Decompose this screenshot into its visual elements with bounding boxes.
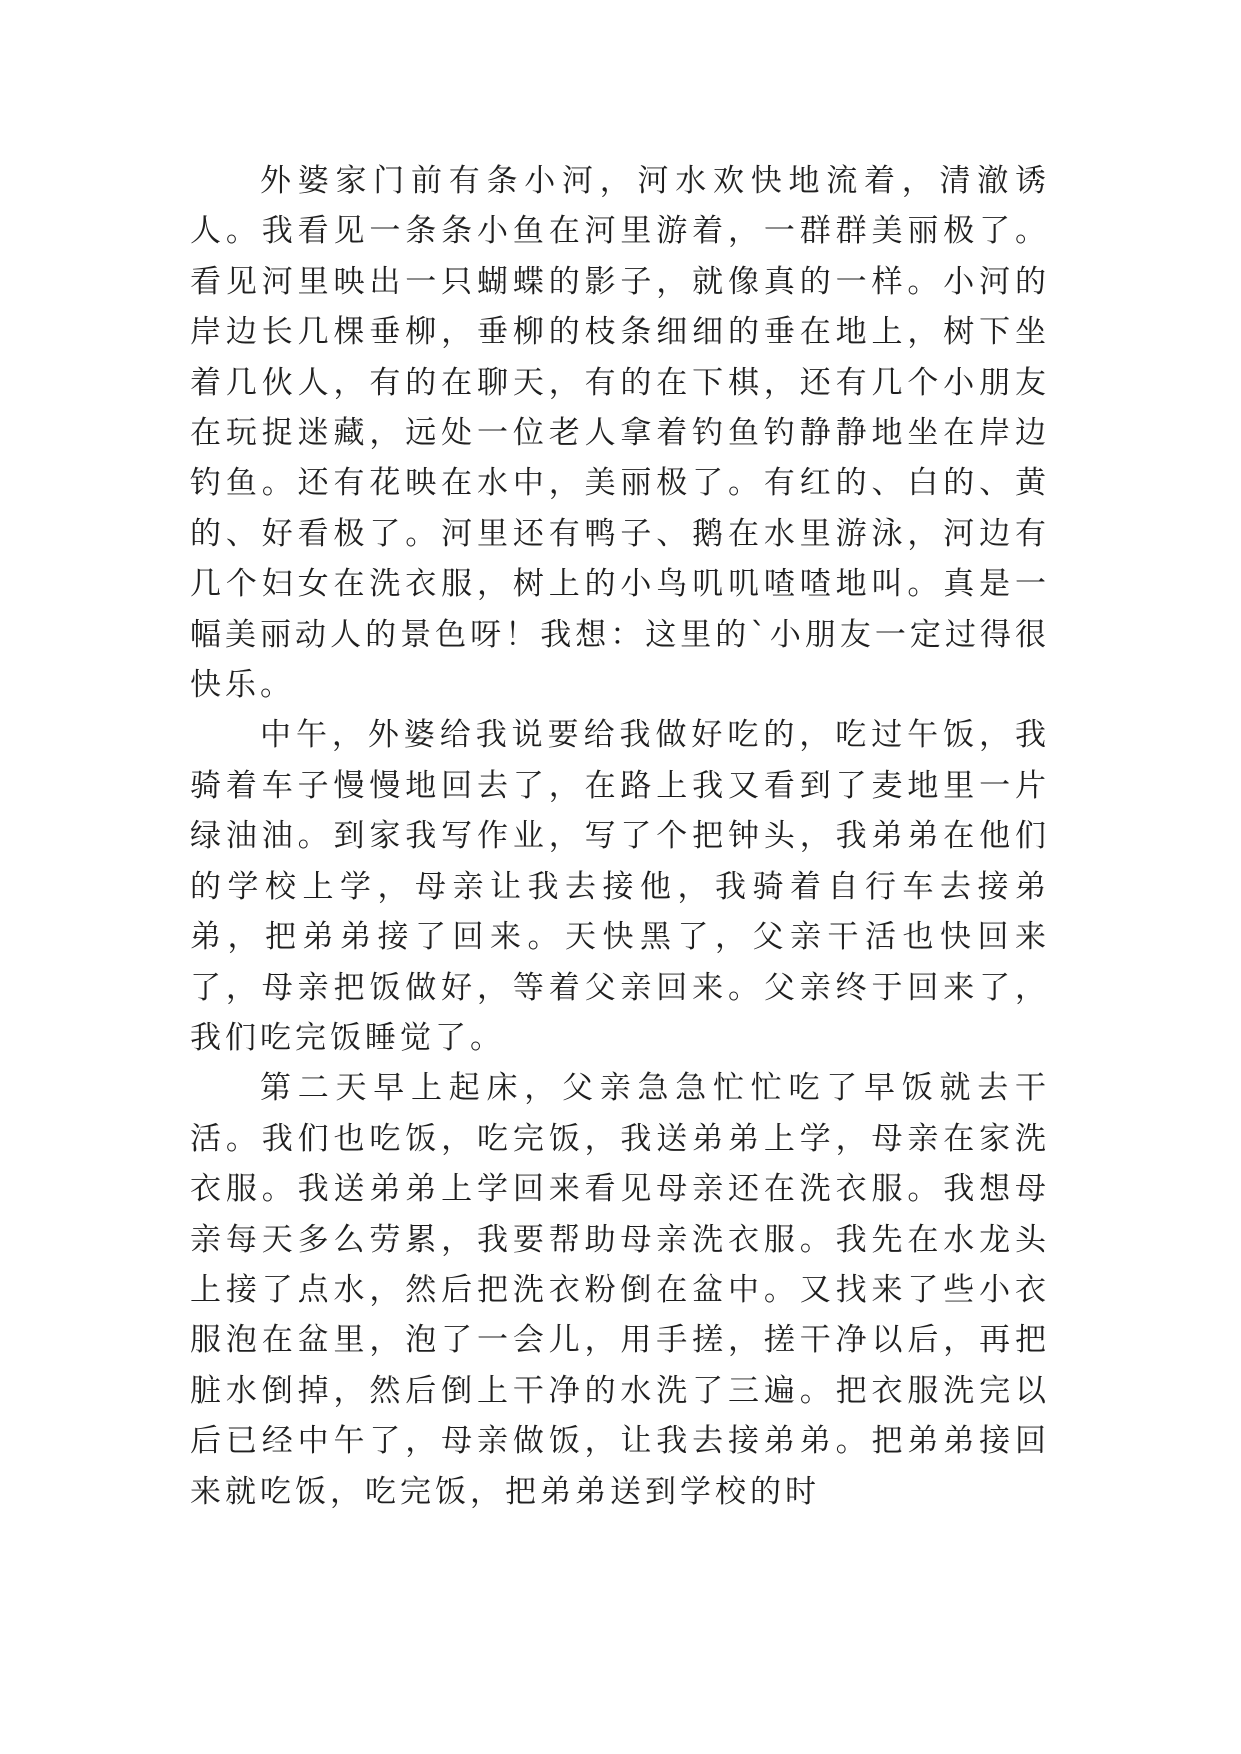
paragraph-1: 外婆家门前有条小河，河水欢快地流着，清澈诱人。我看见一条条小鱼在河里游着，一群群美丽极了。看见河里映出一只蝴蝶的影子，就像真的一样。小河的岸边长几棵垂柳，垂柳的枝条细细的垂在地上，树下坐着几伙人，有的在聊天，有的在下棋，还有几个小朋友在玩捉迷藏，远处一位老人拿着钓鱼钓静静地坐在岸边钓鱼。还有花映在水中，美丽极了。有红的、白的、黄的、好看极了。河里还有鸭子、鹅在水里游泳，河边有几个妇女在洗衣服，树上的小鸟叽叽喳喳地叫。真是一幅美丽动人的景色呀！我想：这里的`小朋友一定过得很快乐。 xyxy=(190,163,1050,704)
paragraph-3: 第二天早上起床，父亲急急忙忙吃了早饭就去干活。我们也吃饭，吃完饭，我送弟弟上学，母亲在家洗衣服。我送弟弟上学回来看见母亲还在洗衣服。我想母亲每天多么劳累，我要帮助母亲洗衣服。我先在水龙头上接了点水，然后把洗衣粉倒在盆中。又找来了些小衣服泡在盆里，泡了一会儿，用手搓，搓干净以后，再把脏水倒掉，然后倒上干净的水洗了三遍。把衣服洗完以后已经中午了，母亲做饭，让我去接弟弟。把弟弟接回来就吃饭，吃完饭，把弟弟送到学校的时 xyxy=(190,1070,1050,1510)
document-body xyxy=(190,156,1050,1517)
paragraph-2: 中午，外婆给我说要给我做好吃的，吃过午饭，我骑着车子慢慢地回去了，在路上我又看到了麦地里一片绿油油。到家我写作业，写了个把钟头，我弟弟在他们的学校上学，母亲让我去接他，我骑着自行车去接弟弟，把弟弟接了回来。天快黑了，父亲干活也快回来了，母亲把饭做好，等着父亲回来。父亲终于回来了，我们吃完饭睡觉了。 xyxy=(190,717,1050,1056)
